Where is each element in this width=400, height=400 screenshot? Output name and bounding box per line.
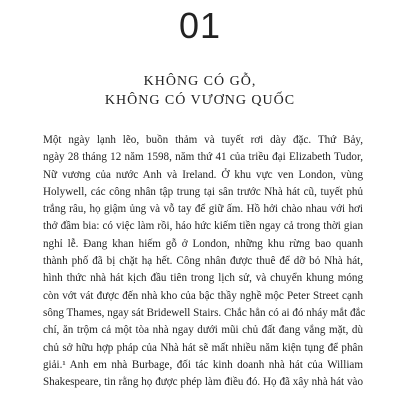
body-line: ngày 28 tháng 12 năm 1598, năm thứ 41 của triều đại Elizabeth Tudor, <box>43 151 363 164</box>
chapter-title-line-1: KHÔNG CÓ GỖ, <box>143 74 257 89</box>
body-line: thở đầm bia: có việc làm rồi, háo hức kiếm tiền ngay cả trong thời gian <box>43 220 363 233</box>
body-line: Một ngày lạnh lẽo, buồn thảm và tuyết rơi dày đặc. Thứ Bảy, <box>43 134 363 146</box>
body-line: chí, ăn trộm cả một tòa nhà ngay dưới mũi chủ đất đang vắng mặt, dù <box>43 324 363 337</box>
body-text <box>43 132 366 391</box>
body-line: Shakespeare, tin rằng họ được phép làm điều đó. Họ đã xây nhà hát vào <box>43 376 363 389</box>
chapter-number: 01 <box>178 5 222 46</box>
body-line: Holywell, các công nhân tập trung tại sân trước Nhà hát cũ, tuyết phủ <box>43 185 363 198</box>
body-line: giải.¹ Anh em nhà Burbage, đối tác kinh doanh nhà hát của William <box>43 358 363 371</box>
chapter-title <box>0 72 400 110</box>
body-line: chủ sở hữu hợp pháp của Nhà hát sẽ mất nhiều năm kiện tụng để phân <box>43 341 363 354</box>
body-line: hình thức nhà hát kịch đầu tiên trong lịch sử, và chuyển khung móng <box>43 272 363 285</box>
body-line: trắng râu, họ giậm ủng và vỗ tay để giữ ấm. Hồ hởi chào nhau với hơi <box>43 203 363 216</box>
body-line: Nữ vương của nước Anh và Ireland. Ở khu vực ven London, vùng <box>43 168 363 181</box>
body-line: nghỉ lễ. Đang khan hiếm gỗ ở London, những khu rừng bao quanh <box>43 237 363 250</box>
chapter-title-line-2: KHÔNG CÓ VƯƠNG QUỐC <box>104 93 296 108</box>
body-line: thành phố đã bị chặt hạ hết. Công nhân được thuê để dỡ bỏ Nhà hát, <box>43 255 363 268</box>
body-line: còn vớt vát được đến nhà kho của bậc thầy nghề mộc Peter Street cạnh <box>43 289 363 302</box>
body-line: sông Thames, ngay sát Bridewell Stairs. Chắc hẳn có ai đó nháy mắt đắc <box>43 306 366 319</box>
